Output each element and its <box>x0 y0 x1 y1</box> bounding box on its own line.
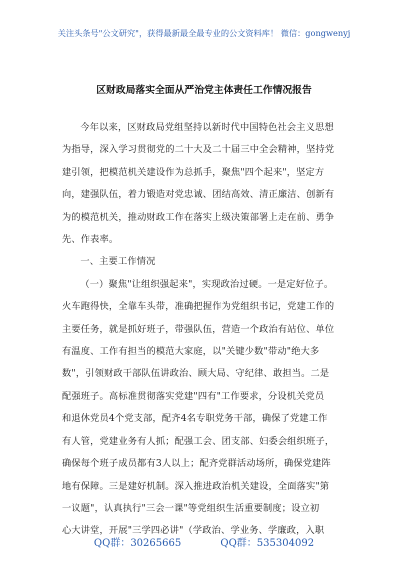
body-line: 向，建强队伍，着力锻造对党忠诚、团结高效、清正廉洁、创新有 <box>62 189 335 201</box>
body-line: 确保每个班子成员都有3人以上；配齐党群活动场所，确保党建阵 <box>62 458 331 470</box>
body-line: 有温度、工作有担当的模范大家庭，以"关键少数"带动"绝大多 <box>62 346 320 358</box>
body-line: 配强班子。高标准贯彻落实党建"四有"工作要求，分设机关党员 <box>62 390 325 402</box>
body-line: 一议题"，认真执行"三会一课"等党组织生活重要制度；设立初 <box>62 502 320 514</box>
body-line: 有人管，党建业务有人抓；配强工会、团支部、妇委会组织班子， <box>62 435 335 447</box>
body-line: 建引领，把模范机关建设作为总抓手，聚焦"四个起来"，坚定方 <box>62 166 325 178</box>
section-heading: 一、主要工作情况 <box>80 256 156 268</box>
body-line: 心大讲堂，开展"三学四必讲"（学政治、学业务、学廉政，入职 <box>62 525 325 537</box>
body-line: 火车跑得快，全靠车头带，准确把握作为党组织书记，党建工作的 <box>62 301 335 313</box>
header-promo-note: 关注头条号"公文研究"，获得最新最全最专业的公文资料库！ 微信：gongwenyj <box>57 28 351 38</box>
body-line: 数"，引领财政干部队伍讲政治、顾大局、守纪律、敢担当。二是 <box>62 368 330 380</box>
body-line: （一）聚焦"让组织强起来"，实现政治过硬。一是定好位子。 <box>80 278 334 290</box>
document-title: 区财政局落实全面从严治党主体责任工作情况报告 <box>96 85 312 96</box>
body-line: 为指导，深入学习贯彻党的二十大及二十届三中全会精神，坚持党 <box>62 144 335 156</box>
body-line: 为的模范机关，推动财政工作在落实上级决策部署上走在前、勇争 <box>62 211 335 223</box>
body-line: 先、作表率。 <box>62 234 119 246</box>
body-line: 和退休党员4个党支部，配齐4名专职党务干部，确保了党建工作 <box>62 413 328 425</box>
footer-qq-groups <box>0 534 408 549</box>
qq-group-2: QQ群：535304092 <box>220 538 315 549</box>
body-line: 主要任务，就是抓好班子，带强队伍，营造一个政治有站位、单位 <box>62 323 335 335</box>
body-line: 地有保障。三是建好机制。深入推进政治机关建设，全面落实"第 <box>62 480 330 492</box>
document-body <box>62 117 350 543</box>
body-line: 今年以来，区财政局党组坚持以新时代中国特色社会主义思想 <box>80 122 334 133</box>
qq-group-1: QQ群：30265665 <box>93 538 182 549</box>
